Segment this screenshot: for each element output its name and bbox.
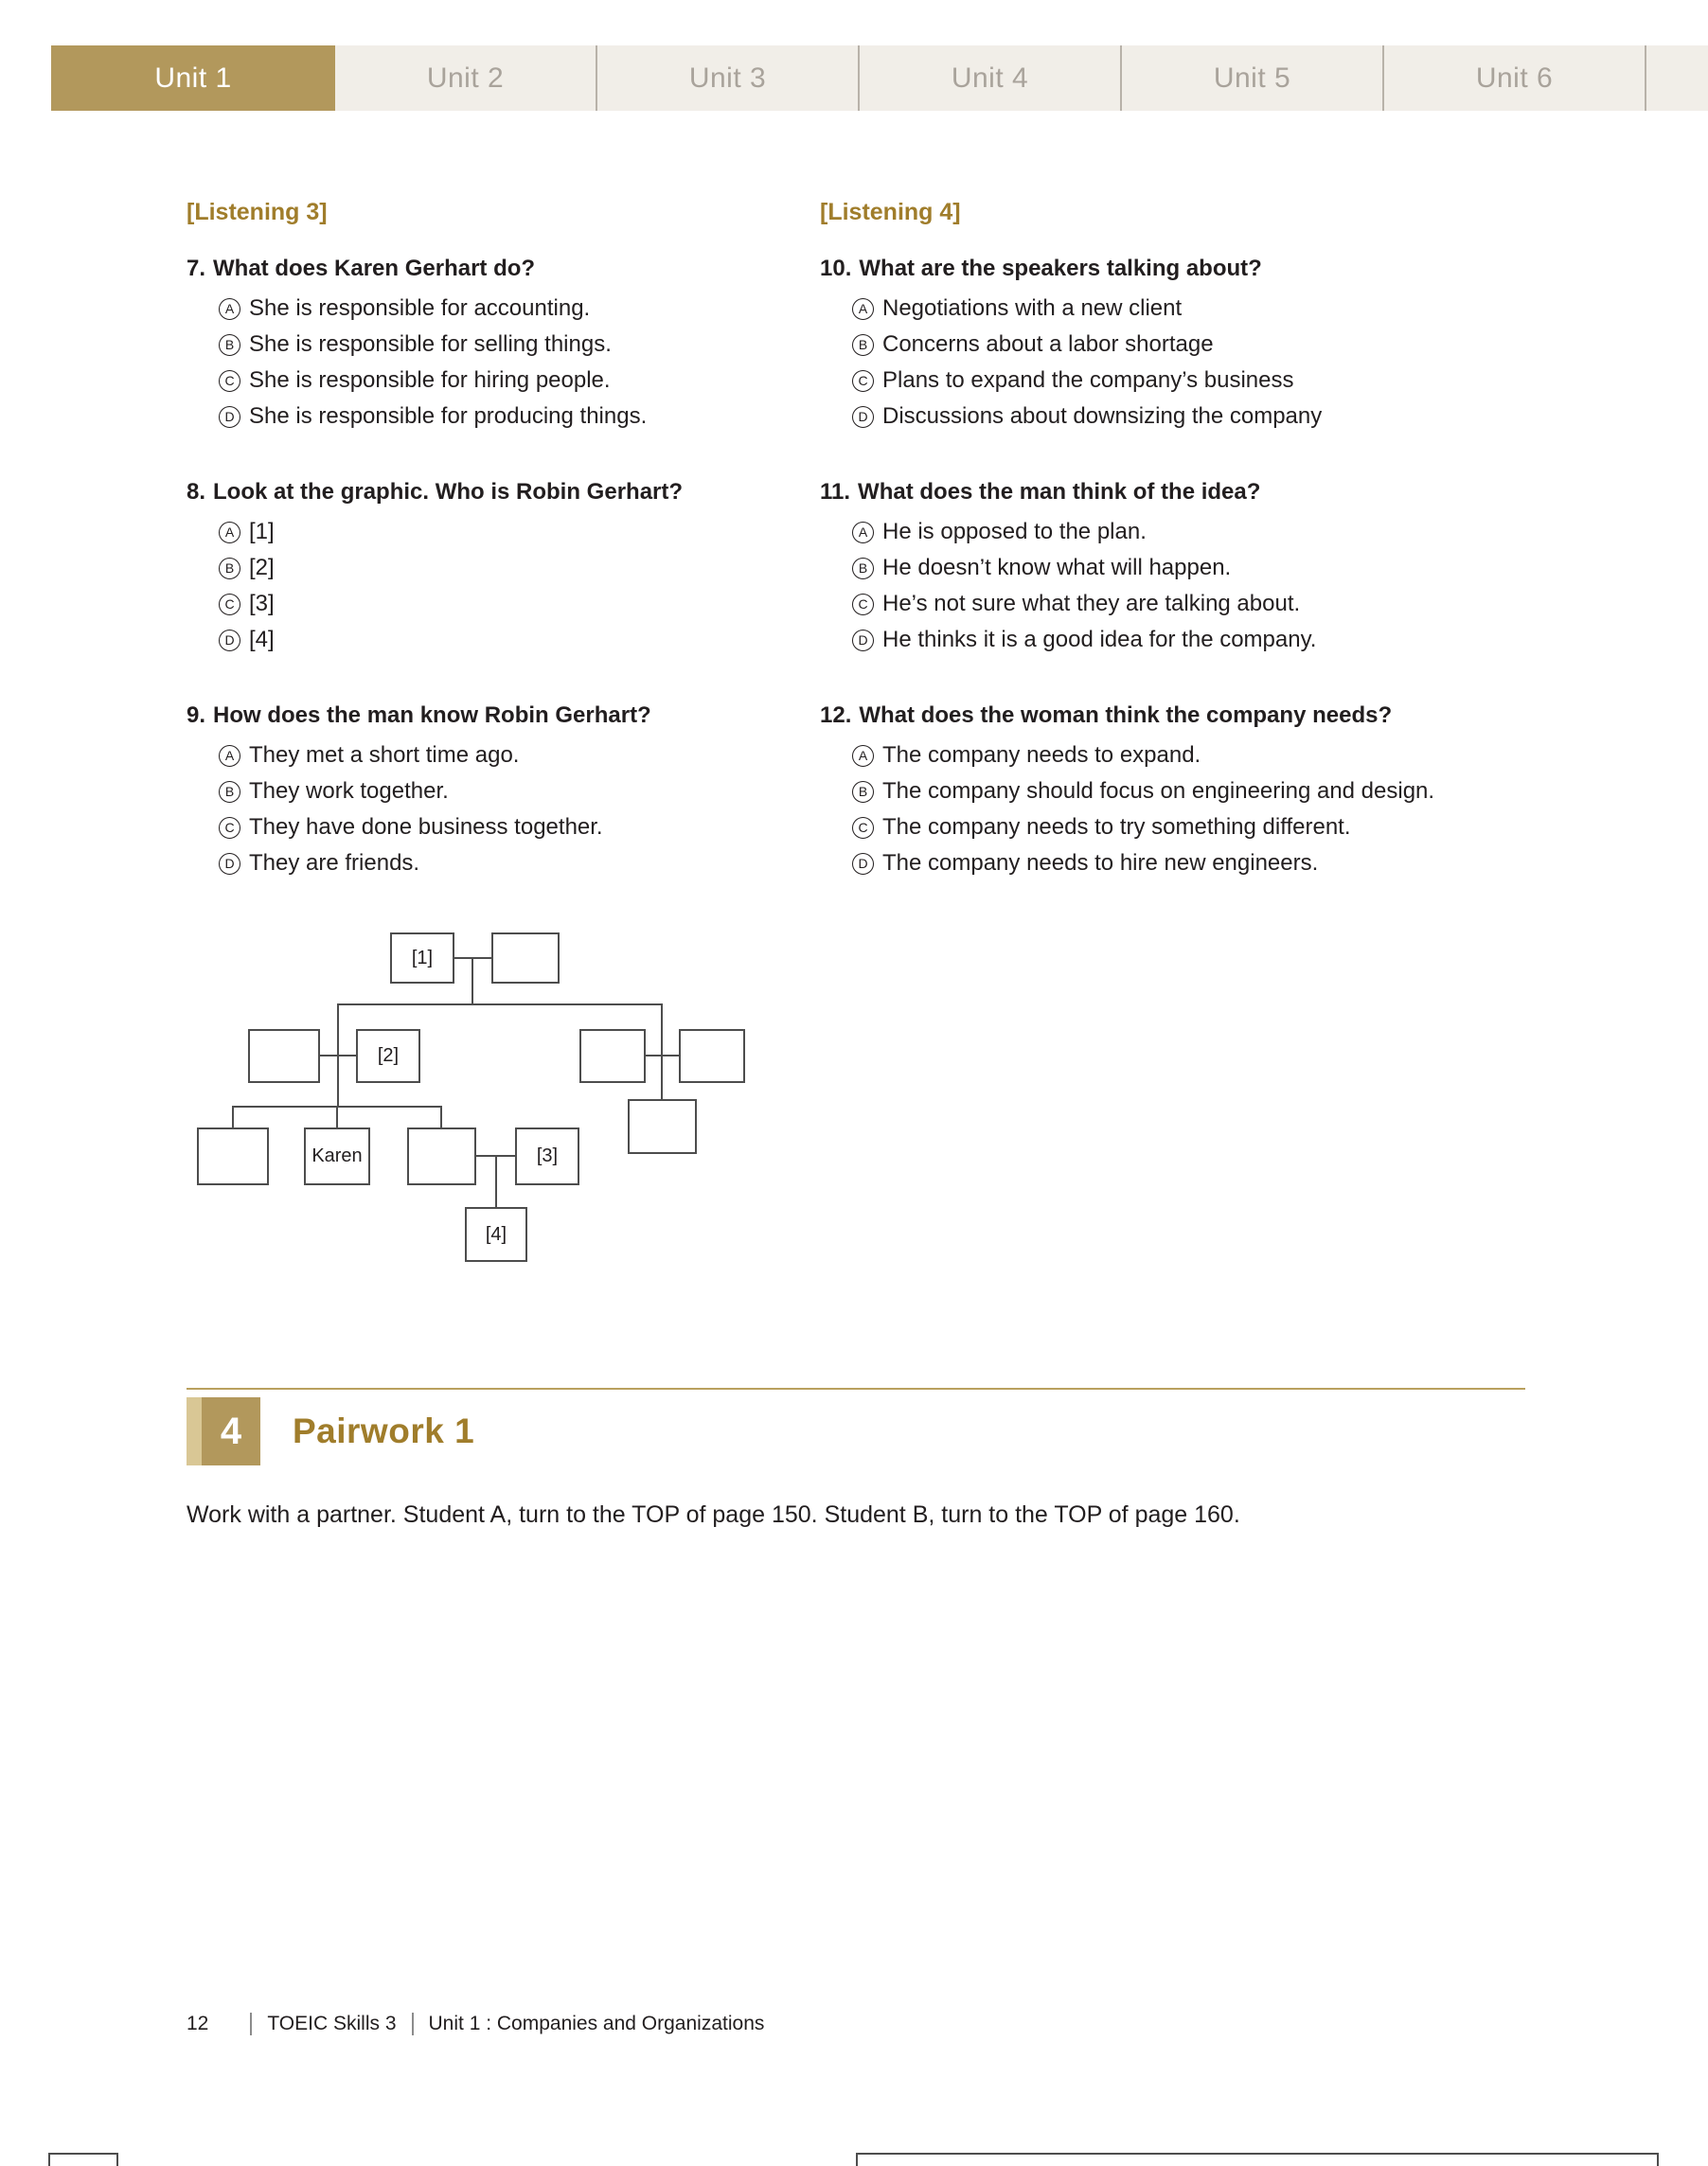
tree-connector xyxy=(471,957,473,1005)
option-text: [4] xyxy=(249,627,275,652)
option-text: She is responsible for selling things. xyxy=(249,331,612,357)
answer-option xyxy=(219,845,816,881)
answer-option xyxy=(219,622,816,658)
answer-option xyxy=(852,845,1554,881)
bottom-partial-box-left xyxy=(48,2153,118,2166)
question-number: 11. xyxy=(820,479,851,505)
tree-box-2: [2] xyxy=(356,1029,420,1083)
footer-divider xyxy=(412,2013,414,2035)
question-stem xyxy=(187,251,816,287)
option-letter-circle: C xyxy=(852,370,874,392)
option-text: He thinks it is a good idea for the company. xyxy=(882,627,1317,652)
tab-unit-2[interactable]: Unit 2 xyxy=(335,45,597,111)
book-title: TOEIC Skills 3 xyxy=(267,2013,397,2034)
option-text: They met a short time ago. xyxy=(249,742,520,768)
tree-connector xyxy=(440,1106,442,1127)
option-text: The company should focus on engineering and design. xyxy=(882,778,1435,804)
option-text: He doesn’t know what will happen. xyxy=(882,555,1232,580)
option-letter-circle: B xyxy=(852,334,874,356)
tree-box-empty-left xyxy=(248,1029,320,1083)
option-text: Negotiations with a new client xyxy=(882,295,1183,321)
tree-connector xyxy=(338,1003,663,1005)
question-text: Look at the graphic. Who is Robin Gerhart? xyxy=(213,479,684,505)
bottom-partial-box-right xyxy=(856,2153,1659,2166)
question-8 xyxy=(187,474,816,658)
question-number: 7. xyxy=(187,256,206,281)
unit-tab-bar xyxy=(51,45,1708,111)
tree-box-4: [4] xyxy=(465,1207,527,1262)
option-text: Discussions about downsizing the company xyxy=(882,403,1323,429)
option-letter-circle: D xyxy=(219,406,240,428)
tree-connector xyxy=(232,1106,234,1127)
option-letter-circle: B xyxy=(219,558,240,579)
answer-option xyxy=(219,550,816,586)
question-stem xyxy=(820,251,1554,287)
tab-unit-1[interactable]: Unit 1 xyxy=(51,45,335,111)
pairwork-instruction: Work with a partner. Student A, turn to the TOP of page 150. Student B, turn to the TOP of page 160. xyxy=(187,1501,1240,1528)
section-rule xyxy=(187,1388,1525,1390)
page-footer xyxy=(187,2013,764,2035)
pairwork-section xyxy=(187,1388,1531,1465)
answer-option xyxy=(219,586,816,622)
listening4-column xyxy=(820,199,1554,921)
option-letter-circle: A xyxy=(219,298,240,320)
option-letter-circle: A xyxy=(852,522,874,543)
question-text: What are the speakers talking about? xyxy=(859,256,1262,281)
answer-option xyxy=(219,773,816,809)
tab-unit-6[interactable]: Unit 6 xyxy=(1384,45,1646,111)
tree-connector xyxy=(661,1056,663,1099)
answer-option xyxy=(852,514,1554,550)
option-letter-circle: C xyxy=(219,817,240,839)
tree-connector xyxy=(337,1056,339,1108)
question-number: 8. xyxy=(187,479,206,505)
answer-option xyxy=(219,514,816,550)
question-number: 12. xyxy=(820,702,852,728)
answer-option xyxy=(219,737,816,773)
listening4-header: [Listening 4] xyxy=(820,199,961,225)
answer-option xyxy=(219,363,816,399)
tab-unit-3[interactable]: Unit 3 xyxy=(597,45,860,111)
option-letter-circle: C xyxy=(852,817,874,839)
tab-bar-filler xyxy=(1646,45,1708,111)
question-text: What does the woman think the company needs? xyxy=(859,702,1393,728)
option-letter-circle: C xyxy=(219,594,240,615)
option-text: They have done business together. xyxy=(249,814,603,840)
option-text: [1] xyxy=(249,519,275,544)
option-letter-circle: B xyxy=(852,558,874,579)
footer-divider xyxy=(250,2013,252,2035)
question-11 xyxy=(820,474,1554,658)
unit-title: Unit 1 : Companies and Organizations xyxy=(428,2013,765,2034)
option-text: [3] xyxy=(249,591,275,616)
tree-connector xyxy=(661,1003,663,1056)
option-letter-circle: B xyxy=(852,781,874,803)
tree-box-empty-right-a xyxy=(579,1029,646,1083)
answer-option xyxy=(852,363,1554,399)
option-letter-circle: A xyxy=(852,745,874,767)
listening3-column xyxy=(187,199,816,921)
section-title: Pairwork 1 xyxy=(293,1411,475,1450)
section-number-strip xyxy=(187,1397,202,1465)
question-number: 9. xyxy=(187,702,206,728)
option-letter-circle: A xyxy=(219,522,240,543)
option-letter-circle: D xyxy=(219,853,240,875)
question-stem xyxy=(187,698,816,734)
tree-connector xyxy=(337,1003,339,1056)
option-text: He is opposed to the plan. xyxy=(882,519,1147,544)
answer-option xyxy=(852,550,1554,586)
tree-connector xyxy=(495,1155,497,1207)
option-letter-circle: D xyxy=(852,630,874,651)
answer-option xyxy=(852,586,1554,622)
option-letter-circle: D xyxy=(219,630,240,651)
question-9 xyxy=(187,698,816,881)
answer-option xyxy=(219,327,816,363)
answer-option xyxy=(852,327,1554,363)
option-letter-circle: A xyxy=(219,745,240,767)
option-letter-circle: C xyxy=(219,370,240,392)
answer-option xyxy=(219,399,816,435)
question-text: How does the man know Robin Gerhart? xyxy=(213,702,651,728)
question-text: What does Karen Gerhart do? xyxy=(213,256,536,281)
option-letter-circle: B xyxy=(219,334,240,356)
answer-option xyxy=(219,809,816,845)
tab-unit-4[interactable]: Unit 4 xyxy=(860,45,1122,111)
option-text: They work together. xyxy=(249,778,449,804)
option-letter-circle: A xyxy=(852,298,874,320)
tree-box-1: [1] xyxy=(390,932,454,984)
option-text: She is responsible for accounting. xyxy=(249,295,591,321)
listening3-header: [Listening 3] xyxy=(187,199,328,225)
question-number: 10. xyxy=(820,256,852,281)
option-text: Plans to expand the company’s business xyxy=(882,367,1294,393)
family-tree-diagram xyxy=(193,923,799,1273)
option-text: The company needs to expand. xyxy=(882,742,1201,768)
option-text: She is responsible for hiring people. xyxy=(249,367,611,393)
option-letter-circle: C xyxy=(852,594,874,615)
question-7 xyxy=(187,251,816,435)
answer-option xyxy=(852,622,1554,658)
tab-unit-5[interactable]: Unit 5 xyxy=(1122,45,1384,111)
tree-connector xyxy=(336,1106,338,1127)
answer-option xyxy=(852,737,1554,773)
option-letter-circle: D xyxy=(852,406,874,428)
tree-box-child-1 xyxy=(197,1127,269,1185)
option-text: He’s not sure what they are talking about. xyxy=(882,591,1301,616)
tree-box-karen: Karen xyxy=(304,1127,370,1185)
option-letter-circle: B xyxy=(219,781,240,803)
answer-option xyxy=(219,291,816,327)
question-12 xyxy=(820,698,1554,881)
question-stem xyxy=(820,474,1554,510)
section-number-badge: 4 xyxy=(202,1397,260,1465)
answer-option xyxy=(852,399,1554,435)
tree-box-cousin xyxy=(628,1099,697,1154)
answer-option xyxy=(852,809,1554,845)
page-number: 12 xyxy=(187,2013,209,2034)
answer-option xyxy=(852,773,1554,809)
option-text: The company needs to try something different. xyxy=(882,814,1351,840)
question-stem xyxy=(187,474,816,510)
tree-box-3: [3] xyxy=(515,1127,579,1185)
tree-box-spouse-top xyxy=(491,932,560,984)
option-letter-circle: D xyxy=(852,853,874,875)
answer-option xyxy=(852,291,1554,327)
option-text: The company needs to hire new engineers. xyxy=(882,850,1319,876)
option-text: Concerns about a labor shortage xyxy=(882,331,1214,357)
tree-box-empty-right-b xyxy=(679,1029,745,1083)
option-text: They are friends. xyxy=(249,850,420,876)
question-10 xyxy=(820,251,1554,435)
option-text: She is responsible for producing things. xyxy=(249,403,648,429)
question-stem xyxy=(820,698,1554,734)
tree-box-child-3 xyxy=(407,1127,476,1185)
option-text: [2] xyxy=(249,555,275,580)
question-text: What does the man think of the idea? xyxy=(858,479,1261,505)
